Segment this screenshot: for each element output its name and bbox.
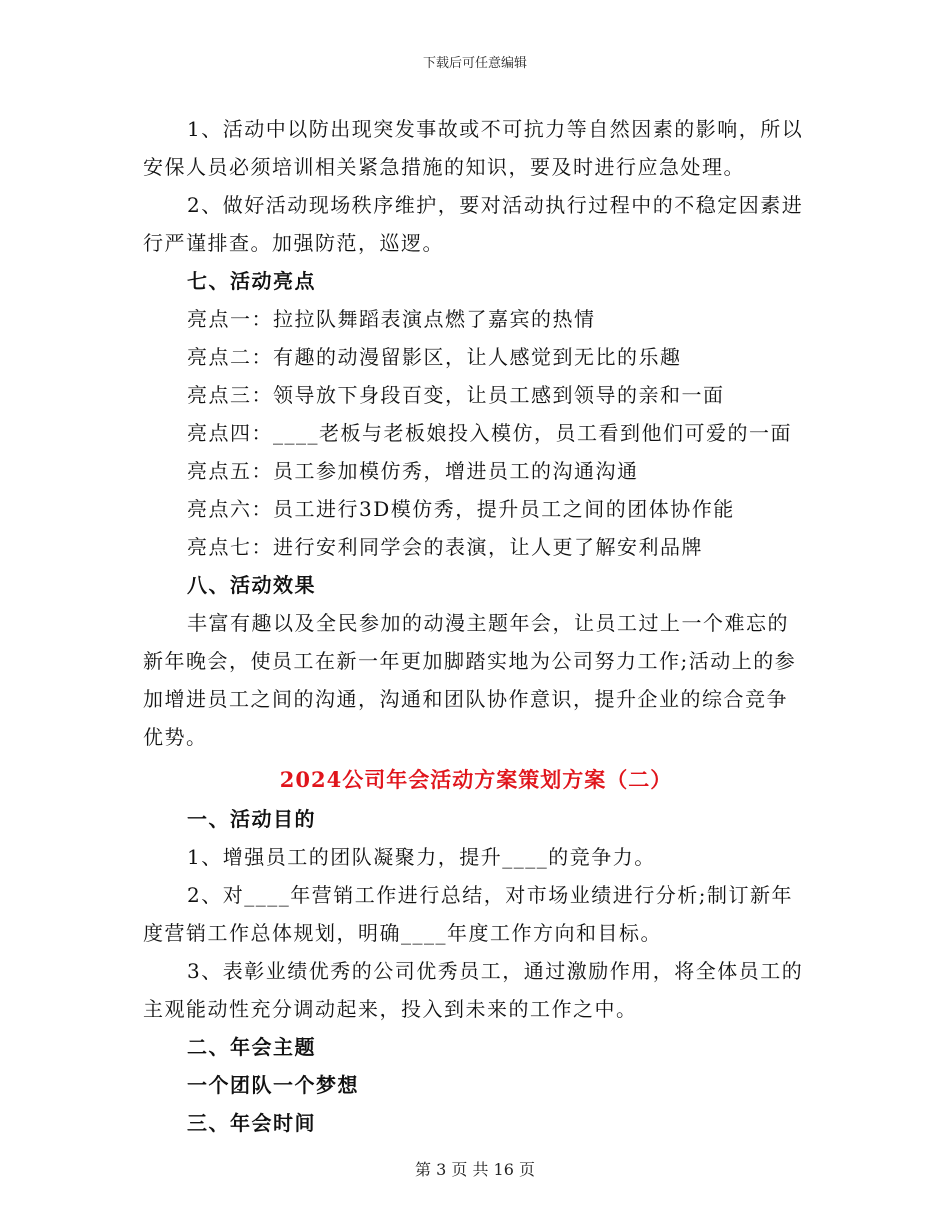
annual-theme-text: 一个团队一个梦想 <box>187 1073 359 1097</box>
highlight-item: 亮点四：____老板与老板娘投入模仿，员工看到他们可爱的一面 <box>187 421 792 445</box>
paragraph-safety-training: 1、活动中以防出现突发事故或不可抗力等自然因素的影响，所以安保人员必须培训相关紧急措施的知识，要及时进行应急处理。 <box>143 117 804 179</box>
purpose-item: 3、表彰业绩优秀的公司优秀员工，通过激励作用，将全体员工的主观能动性充分调动起来，投入到未来的工作之中。 <box>143 959 804 1021</box>
highlight-item: 亮点六：员工进行3D模仿秀，提升员工之间的团体协作能 <box>187 497 735 521</box>
heading-annual-time: 三、年会时间 <box>187 1111 316 1135</box>
paragraph-activity-effect: 丰富有趣以及全民参加的动漫主题年会，让员工过上一个难忘的新年晚会，使员工在新一年更加脚踏实地为公司努力工作;活动上的参加增进员工之间的沟通，沟通和团队协作意识，提升企业的综合竞争优势。 <box>143 611 797 749</box>
section-title: 2024公司年会活动方案策划方案（二） <box>279 767 673 792</box>
highlight-item: 亮点一：拉拉队舞蹈表演点燃了嘉宾的热情 <box>187 307 596 331</box>
page-header: 下载后可任意编辑 <box>422 56 527 71</box>
purpose-item: 1、增强员工的团队凝聚力，提升____的竞争力。 <box>187 845 656 869</box>
heading-annual-theme: 二、年会主题 <box>187 1035 316 1059</box>
heading-activity-purpose: 一、活动目的 <box>187 807 316 831</box>
paragraph-order-maintenance: 2、做好活动现场秩序维护，要对活动执行过程中的不稳定因素进行严谨排查。加强防范，巡逻。 <box>143 193 804 255</box>
page-footer: 第 3 页 共 16 页 <box>415 1160 535 1179</box>
highlight-item: 亮点三：领导放下身段百变，让员工感到领导的亲和一面 <box>187 383 725 407</box>
heading-activity-effect: 八、活动效果 <box>187 573 316 597</box>
highlight-item: 亮点五：员工参加模仿秀，增进员工的沟通沟通 <box>187 459 639 483</box>
heading-activity-highlights: 七、活动亮点 <box>187 269 316 293</box>
highlight-item: 亮点七：进行安利同学会的表演，让人更了解安利品牌 <box>187 535 703 559</box>
highlight-item: 亮点二：有趣的动漫留影区，让人感觉到无比的乐趣 <box>187 345 682 369</box>
document-body <box>143 110 809 1142</box>
purpose-item: 2、对____年营销工作进行总结，对市场业绩进行分析;制订新年度营销工作总体规划，明确____年度工作方向和目标。 <box>143 883 793 945</box>
